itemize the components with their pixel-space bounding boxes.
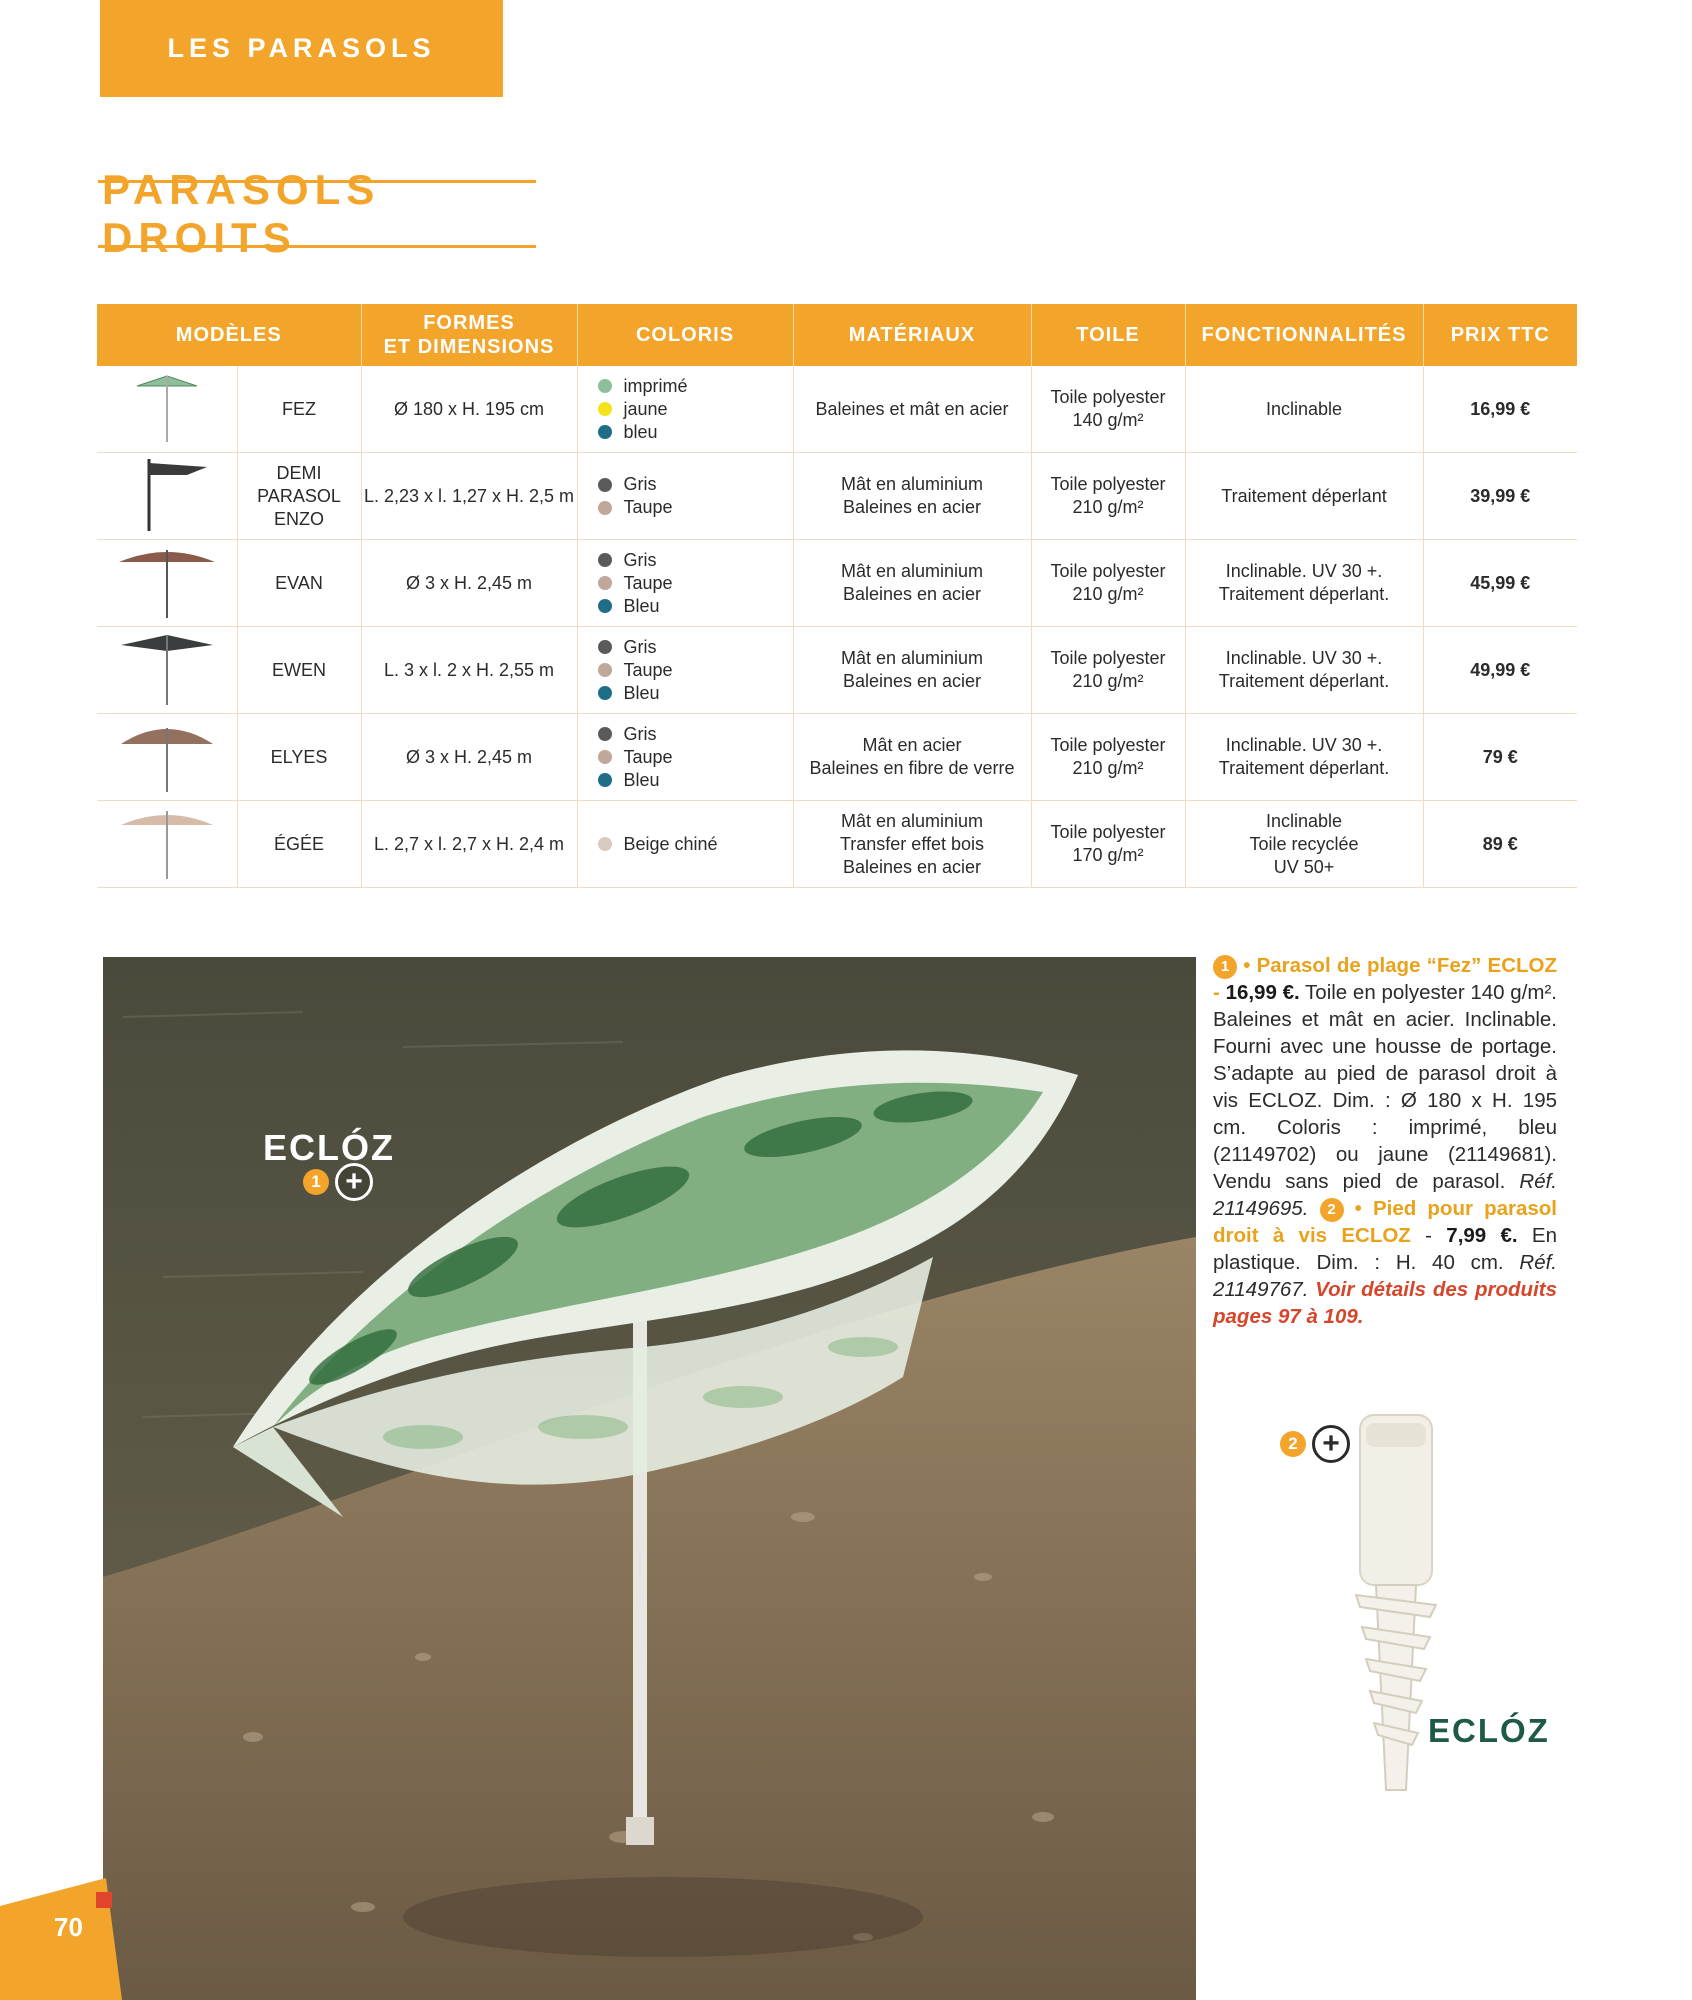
color-option bbox=[598, 682, 793, 705]
model-name: EWEN bbox=[237, 627, 361, 714]
color-option bbox=[598, 375, 793, 398]
color-swatch bbox=[598, 686, 612, 700]
marker-number: 1 bbox=[303, 1169, 329, 1195]
model-features: Inclinable. UV 30 +. Traitement déperlant. bbox=[1185, 540, 1423, 627]
model-dimensions: L. 2,23 x l. 1,27 x H. 2,5 m bbox=[361, 453, 577, 540]
color-name: bleu bbox=[623, 421, 658, 442]
model-colors bbox=[577, 714, 793, 801]
model-thumbnail bbox=[97, 714, 237, 801]
model-thumbnail bbox=[97, 366, 237, 453]
color-swatch bbox=[598, 402, 612, 416]
color-name: Beige chiné bbox=[623, 833, 718, 854]
col-header-colors: COLORIS bbox=[577, 304, 793, 366]
color-option bbox=[598, 723, 793, 746]
color-name: Gris bbox=[623, 636, 657, 657]
col-header-models: MODÈLES bbox=[97, 304, 361, 366]
color-swatch bbox=[598, 773, 612, 787]
color-swatch bbox=[598, 663, 612, 677]
table-row bbox=[97, 714, 1577, 801]
color-name: Gris bbox=[623, 723, 657, 744]
color-swatch bbox=[598, 750, 612, 764]
model-thumbnail bbox=[97, 627, 237, 714]
page-title bbox=[98, 166, 536, 261]
color-name: Gris bbox=[623, 549, 657, 570]
color-option bbox=[598, 636, 793, 659]
product-details-link[interactable]: Voir détails des produits pages 97 à 109. bbox=[1213, 1278, 1557, 1328]
model-dimensions: Ø 3 x H. 2,45 m bbox=[361, 540, 577, 627]
color-swatch bbox=[598, 640, 612, 654]
item1-ref: Réf. 21149695. bbox=[1213, 1170, 1557, 1220]
color-name: imprimé bbox=[623, 375, 688, 396]
item2-title: • Pied pour parasol droit à vis ECLOZ bbox=[1213, 1197, 1557, 1247]
beach-photo-illustration bbox=[103, 957, 1196, 2000]
section-tab bbox=[100, 0, 503, 97]
model-features: Inclinable. UV 30 +. Traitement déperlant. bbox=[1185, 627, 1423, 714]
color-name: Bleu bbox=[623, 682, 660, 703]
table-row bbox=[97, 627, 1577, 714]
section-tab-label: LES PARASOLS bbox=[167, 33, 436, 63]
color-name: Taupe bbox=[623, 572, 673, 593]
color-option bbox=[598, 398, 793, 421]
model-fabric: Toile polyester 210 g/m² bbox=[1031, 453, 1185, 540]
model-fabric: Toile polyester 140 g/m² bbox=[1031, 366, 1185, 453]
model-dimensions: Ø 3 x H. 2,45 m bbox=[361, 714, 577, 801]
model-features: Inclinable Toile recyclée UV 50+ bbox=[1185, 801, 1423, 888]
color-option bbox=[598, 473, 793, 496]
color-name: Taupe bbox=[623, 746, 673, 767]
model-price: 49,99 € bbox=[1423, 627, 1577, 714]
model-price: 79 € bbox=[1423, 714, 1577, 801]
item2-price: 7,99 €. bbox=[1446, 1224, 1518, 1247]
model-colors bbox=[577, 453, 793, 540]
model-features: Inclinable bbox=[1185, 366, 1423, 453]
color-name: Taupe bbox=[623, 659, 673, 680]
color-option bbox=[598, 769, 793, 792]
item1-text: Toile en polyester 140 g/m². Baleines et mât en acier. Inclinable. Fourni avec une housse de portage. S’adapte au pied de parasol droit à vis ECLOZ. Dim. : Ø 180 x H. 195 cm. Coloris : imprimé, bleu (21149702) ou jaune (21149681). Vendu sans pied de parasol. bbox=[1213, 981, 1557, 1193]
col-header-features: FONCTIONNALITÉS bbox=[1185, 304, 1423, 366]
model-colors bbox=[577, 540, 793, 627]
model-dimensions: L. 2,7 x l. 2,7 x H. 2,4 m bbox=[361, 801, 577, 888]
color-swatch bbox=[598, 727, 612, 741]
model-dimensions: L. 3 x l. 2 x H. 2,55 m bbox=[361, 627, 577, 714]
model-fabric: Toile polyester 210 g/m² bbox=[1031, 540, 1185, 627]
item2-text: En plastique. Dim. : H. 40 cm. bbox=[1213, 1224, 1557, 1274]
color-option bbox=[598, 549, 793, 572]
marker-number: 2 bbox=[1280, 1431, 1306, 1457]
color-swatch bbox=[598, 576, 612, 590]
model-materials: Mât en aluminium Baleines en acier bbox=[793, 540, 1031, 627]
page-number: 70 bbox=[54, 1912, 83, 1942]
item1-price: 16,99 €. bbox=[1225, 981, 1300, 1004]
model-materials: Baleines et mât en acier bbox=[793, 366, 1031, 453]
color-option bbox=[598, 595, 793, 618]
color-swatch bbox=[598, 379, 612, 393]
model-price: 89 € bbox=[1423, 801, 1577, 888]
model-thumbnail bbox=[97, 453, 237, 540]
item-number-badge: 1 bbox=[1213, 955, 1237, 979]
model-name: ELYES bbox=[237, 714, 361, 801]
model-fabric: Toile polyester 210 g/m² bbox=[1031, 627, 1185, 714]
model-name: EVAN bbox=[237, 540, 361, 627]
plus-icon[interactable]: + bbox=[335, 1163, 373, 1201]
color-option bbox=[598, 496, 793, 519]
col-header-price: PRIX TTC bbox=[1423, 304, 1577, 366]
color-swatch bbox=[598, 599, 612, 613]
model-thumbnail bbox=[97, 801, 237, 888]
item2-ref: Réf. 21149767. bbox=[1213, 1251, 1557, 1301]
product-description bbox=[1213, 952, 1557, 1330]
model-price: 16,99 € bbox=[1423, 366, 1577, 453]
table-header-row bbox=[97, 304, 1577, 366]
col-header-materials: MATÉRIAUX bbox=[793, 304, 1031, 366]
color-swatch bbox=[598, 553, 612, 567]
table-row bbox=[97, 453, 1577, 540]
col-header-fabric: TOILE bbox=[1031, 304, 1185, 366]
col-header-dimensions: FORMES ET DIMENSIONS bbox=[361, 304, 577, 366]
color-name: Bleu bbox=[623, 595, 660, 616]
model-features: Traitement déperlant bbox=[1185, 453, 1423, 540]
color-option bbox=[598, 572, 793, 595]
color-name: Bleu bbox=[623, 769, 660, 790]
color-option bbox=[598, 421, 793, 444]
color-name: jaune bbox=[623, 398, 668, 419]
model-thumbnail bbox=[97, 540, 237, 627]
color-option bbox=[598, 746, 793, 769]
model-materials: Mât en aluminium Baleines en acier bbox=[793, 627, 1031, 714]
model-price: 45,99 € bbox=[1423, 540, 1577, 627]
model-name: ÉGÉE bbox=[237, 801, 361, 888]
color-option bbox=[598, 833, 793, 856]
model-name: DEMI PARASOL ENZO bbox=[237, 453, 361, 540]
product-marker-2[interactable] bbox=[1280, 1425, 1350, 1463]
plus-icon[interactable]: + bbox=[1312, 1425, 1350, 1463]
model-fabric: Toile polyester 170 g/m² bbox=[1031, 801, 1185, 888]
table-row bbox=[97, 801, 1577, 888]
table-row bbox=[97, 366, 1577, 453]
model-price: 39,99 € bbox=[1423, 453, 1577, 540]
ecloz-logo: ECLÓZ bbox=[1428, 1712, 1550, 1749]
model-colors bbox=[577, 627, 793, 714]
model-colors bbox=[577, 801, 793, 888]
item1-title: • Parasol de plage “Fez” ECLOZ - bbox=[1213, 954, 1557, 1004]
ecloz-brand-mark: ECLÓZ bbox=[263, 1127, 395, 1168]
item-number-badge: 2 bbox=[1320, 1198, 1344, 1222]
color-name: Taupe bbox=[623, 497, 673, 517]
model-materials: Mât en aluminium Transfer effet bois Baleines en acier bbox=[793, 801, 1031, 888]
item2-dash: - bbox=[1425, 1224, 1432, 1247]
product-marker-1[interactable] bbox=[303, 1163, 373, 1201]
color-option bbox=[598, 659, 793, 682]
model-materials: Mât en acier Baleines en fibre de verre bbox=[793, 714, 1031, 801]
model-features: Inclinable. UV 30 +. Traitement déperlant. bbox=[1185, 714, 1423, 801]
color-swatch bbox=[598, 501, 612, 515]
beach-umbrella-photo bbox=[103, 957, 1196, 2000]
table-row bbox=[97, 540, 1577, 627]
model-dimensions: Ø 180 x H. 195 cm bbox=[361, 366, 577, 453]
color-swatch bbox=[598, 837, 612, 851]
color-name: Gris bbox=[623, 474, 657, 494]
model-colors bbox=[577, 366, 793, 453]
model-fabric: Toile polyester 210 g/m² bbox=[1031, 714, 1185, 801]
page-title-text: PARASOLS DROITS bbox=[102, 166, 381, 261]
model-materials: Mât en aluminium Baleines en acier bbox=[793, 453, 1031, 540]
color-swatch bbox=[598, 425, 612, 439]
spec-table bbox=[97, 304, 1577, 888]
color-swatch bbox=[598, 478, 612, 492]
model-name: FEZ bbox=[237, 366, 361, 453]
